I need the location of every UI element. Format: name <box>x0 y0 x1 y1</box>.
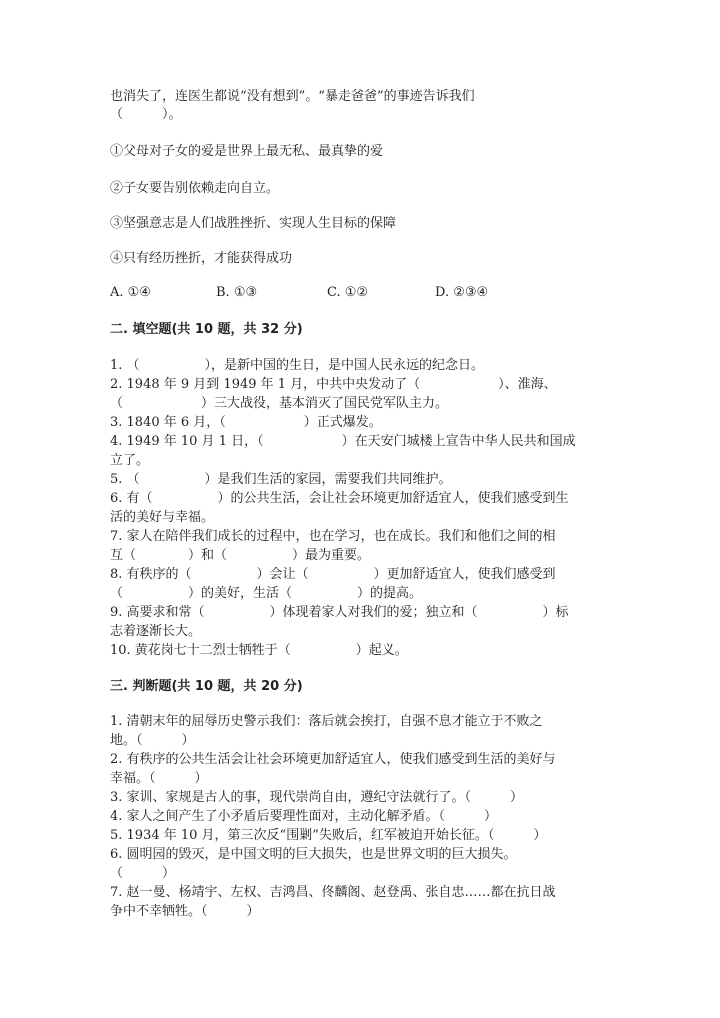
judge-line: 争中不幸牺牲。（ ） <box>110 904 260 919</box>
fill-line: 2. 1948 年 9 月到 1949 年 1 月，中共中央发动了（ ）、淮海、 <box>110 377 557 392</box>
judge-line: 地。（ ） <box>110 733 195 748</box>
fill-line: 立了。 <box>110 453 150 468</box>
option-c: C. ①② <box>327 285 369 300</box>
statement-3: ③坚强意志是人们战胜挫折、实现人生目标的保障 <box>110 216 397 231</box>
judge-line: 7. 赵一曼、杨靖宇、左权、吉鸿昌、佟麟阁、赵登禹、张自忠……都在抗日战 <box>110 885 556 900</box>
fill-line: 互（ ）和（ ）最为重要。 <box>110 548 371 563</box>
judge-line: 5. 1934 年 10 月，第三次反“围剿”失败后，红军被迫开始长征。（ ） <box>110 828 547 843</box>
statement-4: ④只有经历挫折，才能获得成功 <box>110 251 293 266</box>
fill-line: 8. 有秩序的（ ）会让（ ）更加舒适宜人，使我们感受到 <box>110 567 556 582</box>
fill-line: 志着逐渐长大。 <box>110 624 202 639</box>
option-a: A. ①④ <box>110 285 151 300</box>
question-intro-blank: （ ）。 <box>110 107 182 122</box>
fill-line: 9. 高要求和常（ ）体现着家人对我们的爱；独立和（ ）标 <box>110 605 569 620</box>
judge-line: （ ） <box>110 866 176 881</box>
fill-line: （ ）的美好，生活（ ）的提高。 <box>110 586 423 601</box>
option-d: D. ②③④ <box>435 285 489 300</box>
judge-line: 1. 清朝末年的屈辱历史警示我们：落后就会挨打，自强不息才能立于不败之 <box>110 714 543 729</box>
section-heading-fill-blank: 二. 填空题(共 10 题，共 32 分) <box>110 322 303 337</box>
judge-line: 2. 有秩序的公共生活会让社会环境更加舒适宜人，使我们感受到生活的美好与 <box>110 752 556 767</box>
fill-line: 1. （ ），是新中国的生日，是中国人民永远的纪念日。 <box>110 358 485 373</box>
fill-line: 6. 有（ ）的公共生活，会让社会环境更加舒适宜人，使我们感受到生 <box>110 491 569 506</box>
fill-line: （ ）三大战役，基本消灭了国民党军队主力。 <box>110 396 449 411</box>
statement-1: ①父母对子女的爱是世界上最无私、最真挚的爱 <box>110 144 384 159</box>
judge-line: 幸福。（ ） <box>110 771 208 786</box>
judge-line: 3. 家训、家规是古人的事，现代崇尚自由，遵纪守法就行了。（ ） <box>110 790 524 805</box>
statement-2: ②子女要告别依赖走向自立。 <box>110 181 280 196</box>
fill-line: 5. （ ）是我们生活的家园，需要我们共同维护。 <box>110 472 452 487</box>
question-intro-line: 也消失了，连医生都说“没有想到”。“暴走爸爸”的事迹告诉我们 <box>110 89 475 104</box>
fill-line: 4. 1949 年 10 月 1 日，（ ）在天安门城楼上宣告中华人民共和国成 <box>110 434 576 449</box>
fill-line: 活的美好与幸福。 <box>110 510 215 525</box>
judge-line: 4. 家人之间产生了小矛盾后要理性面对，主动化解矛盾。（ ） <box>110 809 498 824</box>
fill-line: 3. 1840 年 6 月，（ ）正式爆发。 <box>110 415 382 430</box>
section-heading-true-false: 三. 判断题(共 10 题，共 20 分) <box>110 679 303 694</box>
fill-line: 10. 黄花岗七十二烈士牺牲于（ ）起义。 <box>110 643 408 658</box>
option-b: B. ①③ <box>216 285 258 300</box>
judge-line: 6. 圆明园的毁灭，是中国文明的巨大损失，也是世界文明的巨大损失。 <box>110 847 517 862</box>
fill-line: 7. 家人在陪伴我们成长的过程中，也在学习，也在成长。我们和他们之间的相 <box>110 529 556 544</box>
